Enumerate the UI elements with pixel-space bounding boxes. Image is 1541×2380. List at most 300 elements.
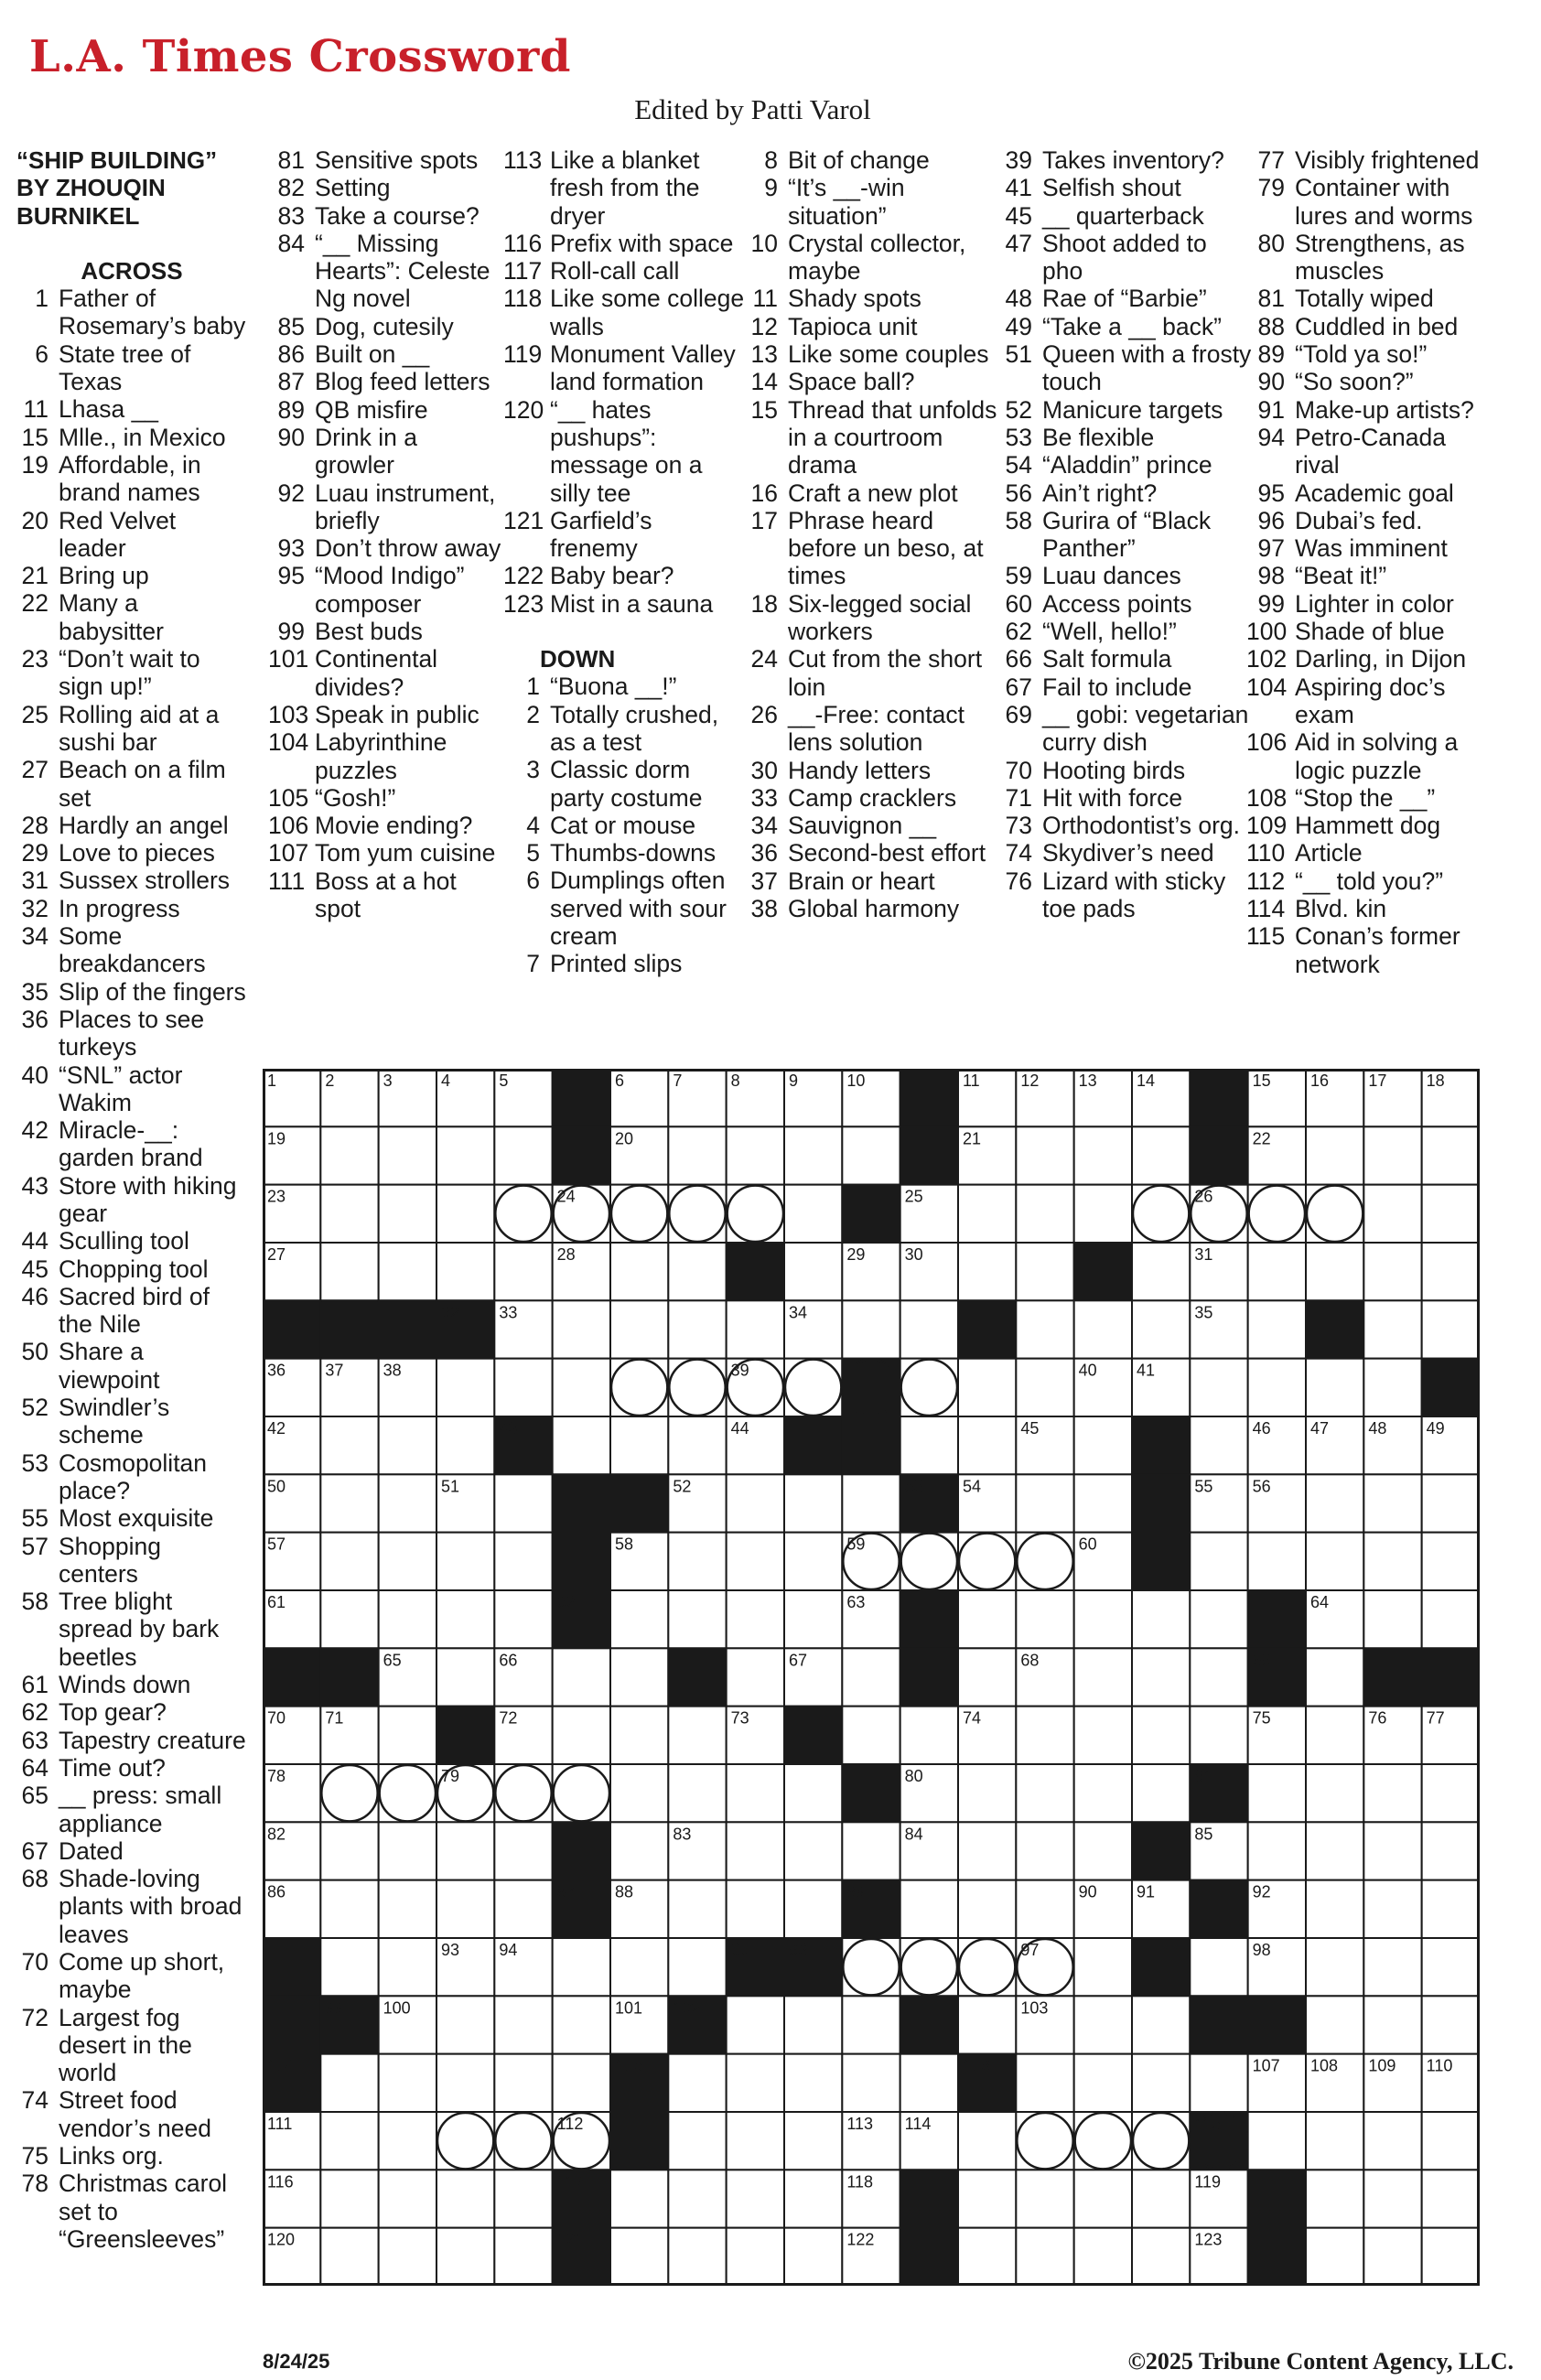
- grid-cell[interactable]: [379, 1533, 436, 1590]
- across-clue-64[interactable]: [16, 1754, 247, 1782]
- grid-cell[interactable]: [1422, 1185, 1480, 1243]
- grid-cell[interactable]: [1190, 1707, 1247, 1764]
- grid-cell[interactable]: [1074, 2054, 1132, 2112]
- grid-cell[interactable]: [668, 1764, 726, 1822]
- grid-cell[interactable]: [1363, 2170, 1421, 2227]
- grid-cell[interactable]: [320, 2112, 378, 2170]
- grid-cell[interactable]: [379, 1185, 436, 1243]
- grid-cell[interactable]: [1248, 1300, 1306, 1358]
- grid-cell[interactable]: [958, 1996, 1016, 2053]
- grid-cell[interactable]: [727, 2228, 784, 2286]
- grid-cell[interactable]: [320, 2170, 378, 2227]
- grid-cell[interactable]: [1016, 2170, 1073, 2227]
- grid-cell[interactable]: [1363, 2228, 1421, 2286]
- grid-cell[interactable]: [1306, 1822, 1363, 1879]
- down-clue-94[interactable]: [1246, 424, 1495, 479]
- down-clue-71[interactable]: [1005, 784, 1252, 812]
- grid-cell[interactable]: [494, 1359, 552, 1416]
- grid-cell[interactable]: [1190, 1590, 1247, 1648]
- grid-cell[interactable]: [436, 2228, 494, 2286]
- grid-cell[interactable]: [1422, 1996, 1480, 2053]
- grid-cell[interactable]: [668, 1533, 726, 1590]
- grid-cell[interactable]: [1422, 1243, 1480, 1300]
- grid-cell[interactable]: [379, 1822, 436, 1879]
- across-clue-53[interactable]: [16, 1449, 247, 1505]
- down-clue-13[interactable]: [750, 340, 997, 368]
- grid-cell[interactable]: [958, 2170, 1016, 2227]
- grid-cell[interactable]: [1016, 1880, 1073, 1938]
- grid-cell[interactable]: [1306, 2112, 1363, 2170]
- down-clue-102[interactable]: [1246, 645, 1495, 673]
- grid-cell[interactable]: [379, 1880, 436, 1938]
- across-clue-29[interactable]: [16, 839, 247, 867]
- grid-cell[interactable]: [958, 1880, 1016, 1938]
- across-clue-40[interactable]: [16, 1061, 247, 1117]
- grid-cell[interactable]: [842, 1996, 900, 2053]
- grid-cell[interactable]: [1074, 2170, 1132, 2227]
- grid-cell[interactable]: [668, 1938, 726, 1996]
- grid-cell[interactable]: [1132, 1300, 1190, 1358]
- grid-cell[interactable]: [494, 1822, 552, 1879]
- grid-cell[interactable]: [553, 1996, 610, 2053]
- grid-cell[interactable]: [1074, 1185, 1132, 1243]
- grid-cell[interactable]: [1016, 1707, 1073, 1764]
- down-clue-104[interactable]: [1246, 673, 1495, 729]
- grid-cell[interactable]: [668, 1300, 726, 1358]
- grid-cell[interactable]: [1306, 1474, 1363, 1532]
- grid-cell[interactable]: [958, 1416, 1016, 1474]
- across-clue-119[interactable]: [503, 340, 745, 396]
- grid-cell[interactable]: [668, 2170, 726, 2227]
- grid-cell[interactable]: [379, 1707, 436, 1764]
- grid-cell[interactable]: [320, 1822, 378, 1879]
- grid-cell[interactable]: [727, 1474, 784, 1532]
- down-clue-6[interactable]: [503, 867, 745, 950]
- down-clue-14[interactable]: [750, 368, 997, 395]
- across-clue-118[interactable]: [503, 285, 745, 340]
- grid-cell[interactable]: [784, 1533, 842, 1590]
- across-clue-20[interactable]: [16, 507, 247, 563]
- grid-cell[interactable]: [1422, 2112, 1480, 2170]
- down-clue-17[interactable]: [750, 507, 997, 590]
- grid-cell[interactable]: [1016, 1590, 1073, 1648]
- grid-cell[interactable]: [320, 2054, 378, 2112]
- down-clue-5[interactable]: [503, 839, 745, 867]
- down-clue-16[interactable]: [750, 479, 997, 507]
- grid-cell[interactable]: [1306, 1533, 1363, 1590]
- down-clue-108[interactable]: [1246, 784, 1495, 812]
- down-clue-37[interactable]: [750, 867, 997, 895]
- grid-cell[interactable]: [436, 1590, 494, 1648]
- grid-cell[interactable]: [1132, 1996, 1190, 2053]
- down-clue-80[interactable]: [1246, 230, 1495, 285]
- grid-cell[interactable]: [1074, 1300, 1132, 1358]
- across-clue-83[interactable]: [268, 202, 501, 230]
- down-clue-67[interactable]: [1005, 673, 1252, 701]
- down-clue-69[interactable]: [1005, 701, 1252, 757]
- grid-cell[interactable]: [1074, 1648, 1132, 1706]
- grid-cell[interactable]: [784, 1764, 842, 1822]
- grid-cell[interactable]: [1363, 1822, 1421, 1879]
- grid-cell[interactable]: [379, 1590, 436, 1648]
- grid-cell[interactable]: [784, 1243, 842, 1300]
- grid-cell[interactable]: [1306, 1359, 1363, 1416]
- grid-cell[interactable]: [842, 2054, 900, 2112]
- grid-cell[interactable]: [379, 1474, 436, 1532]
- down-clue-74[interactable]: [1005, 839, 1252, 867]
- across-clue-28[interactable]: [16, 812, 247, 839]
- down-clue-26[interactable]: [750, 701, 997, 757]
- grid-cell[interactable]: [610, 1416, 668, 1474]
- down-clue-91[interactable]: [1246, 396, 1495, 424]
- down-clue-56[interactable]: [1005, 479, 1252, 507]
- down-clue-12[interactable]: [750, 313, 997, 340]
- grid-cell[interactable]: [320, 1474, 378, 1532]
- grid-cell[interactable]: [1190, 2054, 1247, 2112]
- down-clue-88[interactable]: [1246, 313, 1495, 340]
- across-clue-67[interactable]: [16, 1837, 247, 1865]
- grid-cell[interactable]: [1074, 1126, 1132, 1184]
- grid-cell[interactable]: [784, 1880, 842, 1938]
- grid-cell[interactable]: [958, 1764, 1016, 1822]
- grid-cell[interactable]: [784, 1185, 842, 1243]
- down-clue-18[interactable]: [750, 590, 997, 646]
- down-clue-51[interactable]: [1005, 340, 1252, 396]
- across-clue-105[interactable]: [268, 784, 501, 812]
- grid-cell[interactable]: [436, 1416, 494, 1474]
- grid-cell[interactable]: [436, 1243, 494, 1300]
- down-clue-90[interactable]: [1246, 368, 1495, 395]
- grid-cell[interactable]: [436, 1880, 494, 1938]
- across-clue-46[interactable]: [16, 1283, 247, 1339]
- grid-cell[interactable]: [1074, 1764, 1132, 1822]
- grid-cell[interactable]: [436, 2170, 494, 2227]
- grid-cell[interactable]: [379, 1416, 436, 1474]
- grid-cell[interactable]: [610, 1300, 668, 1358]
- grid-cell[interactable]: [610, 1590, 668, 1648]
- grid-cell[interactable]: [668, 1416, 726, 1474]
- grid-cell[interactable]: [1306, 1707, 1363, 1764]
- grid-cell[interactable]: [1363, 1590, 1421, 1648]
- down-clue-109[interactable]: [1246, 812, 1495, 839]
- across-clue-123[interactable]: [503, 590, 745, 618]
- grid-cell[interactable]: [1248, 2112, 1306, 2170]
- grid-cell[interactable]: [1248, 1764, 1306, 1822]
- down-clue-33[interactable]: [750, 784, 997, 812]
- grid-cell[interactable]: [1132, 1243, 1190, 1300]
- grid-cell[interactable]: [1306, 2228, 1363, 2286]
- grid-cell[interactable]: [1016, 2228, 1073, 2286]
- grid-cell[interactable]: [320, 1185, 378, 1243]
- grid-cell[interactable]: [379, 1126, 436, 1184]
- crossword-grid[interactable]: [263, 1069, 1480, 2286]
- grid-cell[interactable]: [668, 2228, 726, 2286]
- down-clue-60[interactable]: [1005, 590, 1252, 618]
- grid-cell[interactable]: [1190, 1533, 1247, 1590]
- grid-cell[interactable]: [1363, 1300, 1421, 1358]
- down-clue-79[interactable]: [1246, 174, 1495, 230]
- grid-cell[interactable]: [1132, 1707, 1190, 1764]
- grid-cell[interactable]: [1422, 1880, 1480, 1938]
- across-clue-95[interactable]: [268, 562, 501, 618]
- across-clue-84[interactable]: [268, 230, 501, 313]
- grid-cell[interactable]: [494, 1590, 552, 1648]
- down-clue-114[interactable]: [1246, 895, 1495, 922]
- grid-cell[interactable]: [1363, 1126, 1421, 1184]
- across-clue-25[interactable]: [16, 701, 247, 757]
- across-clue-50[interactable]: [16, 1338, 247, 1394]
- grid-cell[interactable]: [727, 1764, 784, 1822]
- across-clue-107[interactable]: [268, 839, 501, 867]
- grid-cell[interactable]: [494, 1880, 552, 1938]
- grid-cell[interactable]: [842, 1126, 900, 1184]
- grid-cell[interactable]: [610, 1764, 668, 1822]
- across-clue-113[interactable]: [503, 146, 745, 230]
- across-clue-117[interactable]: [503, 257, 745, 285]
- grid-cell[interactable]: [727, 2112, 784, 2170]
- grid-cell[interactable]: [1363, 1880, 1421, 1938]
- grid-cell[interactable]: [958, 1822, 1016, 1879]
- down-clue-115[interactable]: [1246, 922, 1495, 978]
- grid-cell[interactable]: [379, 1938, 436, 1996]
- across-clue-103[interactable]: [268, 701, 501, 728]
- grid-cell[interactable]: [436, 1996, 494, 2053]
- grid-cell[interactable]: [320, 1880, 378, 1938]
- down-clue-7[interactable]: [503, 950, 745, 977]
- across-clue-90[interactable]: [268, 424, 501, 479]
- down-clue-58[interactable]: [1005, 507, 1252, 563]
- across-clue-52[interactable]: [16, 1394, 247, 1449]
- across-clue-45[interactable]: [16, 1255, 247, 1283]
- grid-cell[interactable]: [1363, 1996, 1421, 2053]
- grid-cell[interactable]: [727, 1590, 784, 1648]
- grid-cell[interactable]: [610, 2228, 668, 2286]
- grid-cell[interactable]: [1016, 1474, 1073, 1532]
- across-clue-27[interactable]: [16, 756, 247, 812]
- grid-cell[interactable]: [668, 1707, 726, 1764]
- grid-cell[interactable]: [727, 1300, 784, 1358]
- down-clue-15[interactable]: [750, 396, 997, 479]
- down-clue-98[interactable]: [1246, 562, 1495, 589]
- across-clue-6[interactable]: [16, 340, 247, 396]
- down-clue-2[interactable]: [503, 701, 745, 757]
- across-clue-61[interactable]: [16, 1671, 247, 1698]
- across-clue-104[interactable]: [268, 728, 501, 784]
- down-clue-73[interactable]: [1005, 812, 1252, 839]
- grid-cell[interactable]: [958, 1359, 1016, 1416]
- grid-cell[interactable]: [320, 1243, 378, 1300]
- grid-cell[interactable]: [1016, 1359, 1073, 1416]
- grid-cell[interactable]: [436, 2054, 494, 2112]
- grid-cell[interactable]: [1422, 1938, 1480, 1996]
- across-clue-23[interactable]: [16, 645, 247, 701]
- grid-cell[interactable]: [958, 1243, 1016, 1300]
- grid-cell[interactable]: [1132, 1648, 1190, 1706]
- grid-cell[interactable]: [958, 2228, 1016, 2286]
- across-clue-58[interactable]: [16, 1588, 247, 1671]
- grid-cell[interactable]: [784, 1474, 842, 1532]
- grid-cell[interactable]: [1074, 2228, 1132, 2286]
- grid-cell[interactable]: [1016, 1300, 1073, 1358]
- grid-cell[interactable]: [668, 1126, 726, 1184]
- across-clue-120[interactable]: [503, 396, 745, 507]
- across-clue-68[interactable]: [16, 1865, 247, 1948]
- grid-cell[interactable]: [610, 1938, 668, 1996]
- grid-cell[interactable]: [1422, 1126, 1480, 1184]
- grid-cell[interactable]: [494, 1474, 552, 1532]
- grid-cell[interactable]: [1306, 1126, 1363, 1184]
- across-clue-74[interactable]: [16, 2086, 247, 2142]
- across-clue-21[interactable]: [16, 562, 247, 589]
- grid-cell[interactable]: [436, 1185, 494, 1243]
- grid-cell[interactable]: [1190, 1359, 1247, 1416]
- grid-cell[interactable]: [494, 1243, 552, 1300]
- down-clue-110[interactable]: [1246, 839, 1495, 867]
- grid-cell[interactable]: [1074, 1822, 1132, 1879]
- across-clue-55[interactable]: [16, 1504, 247, 1532]
- across-clue-99[interactable]: [268, 618, 501, 645]
- grid-cell[interactable]: [494, 1533, 552, 1590]
- across-clue-87[interactable]: [268, 368, 501, 395]
- grid-cell[interactable]: [436, 1359, 494, 1416]
- grid-cell[interactable]: [842, 1648, 900, 1706]
- grid-cell[interactable]: [1016, 1243, 1073, 1300]
- grid-cell[interactable]: [1016, 1822, 1073, 1879]
- grid-cell[interactable]: [842, 1300, 900, 1358]
- across-clue-111[interactable]: [268, 867, 501, 923]
- grid-cell[interactable]: [436, 1822, 494, 1879]
- across-clue-15[interactable]: [16, 424, 247, 451]
- grid-cell[interactable]: [1363, 2112, 1421, 2170]
- down-clue-38[interactable]: [750, 895, 997, 922]
- grid-cell[interactable]: [553, 2054, 610, 2112]
- grid-cell[interactable]: [668, 1880, 726, 1938]
- grid-cell[interactable]: [1248, 1533, 1306, 1590]
- across-clue-86[interactable]: [268, 340, 501, 368]
- across-clue-44[interactable]: [16, 1227, 247, 1255]
- across-clue-65[interactable]: [16, 1782, 247, 1837]
- grid-cell[interactable]: [842, 1822, 900, 1879]
- grid-cell[interactable]: [553, 1359, 610, 1416]
- down-clue-39[interactable]: [1005, 146, 1252, 174]
- grid-cell[interactable]: [1306, 1996, 1363, 2053]
- grid-cell[interactable]: [784, 2228, 842, 2286]
- grid-cell[interactable]: [958, 2112, 1016, 2170]
- grid-cell[interactable]: [1422, 1764, 1480, 1822]
- across-clue-32[interactable]: [16, 895, 247, 922]
- grid-cell[interactable]: [727, 1880, 784, 1938]
- grid-cell[interactable]: [1306, 1764, 1363, 1822]
- grid-cell[interactable]: [1363, 1243, 1421, 1300]
- down-clue-34[interactable]: [750, 812, 997, 839]
- grid-cell[interactable]: [727, 1533, 784, 1590]
- grid-cell[interactable]: [1363, 1764, 1421, 1822]
- across-clue-62[interactable]: [16, 1698, 247, 1726]
- grid-cell[interactable]: [1248, 1822, 1306, 1879]
- across-clue-34[interactable]: [16, 922, 247, 978]
- grid-cell[interactable]: [958, 1185, 1016, 1243]
- grid-cell[interactable]: [1016, 2054, 1073, 2112]
- grid-cell[interactable]: [610, 1822, 668, 1879]
- across-clue-70[interactable]: [16, 1948, 247, 2004]
- across-clue-101[interactable]: [268, 645, 501, 701]
- grid-cell[interactable]: [668, 2054, 726, 2112]
- grid-cell[interactable]: [1190, 1416, 1247, 1474]
- grid-cell[interactable]: [494, 2170, 552, 2227]
- grid-cell[interactable]: [1074, 1474, 1132, 1532]
- across-clue-11[interactable]: [16, 395, 247, 423]
- across-clue-106[interactable]: [268, 812, 501, 839]
- grid-cell[interactable]: [436, 1533, 494, 1590]
- grid-cell[interactable]: [784, 2170, 842, 2227]
- grid-cell[interactable]: [1132, 2054, 1190, 2112]
- down-clue-106[interactable]: [1246, 728, 1495, 784]
- across-clue-63[interactable]: [16, 1727, 247, 1754]
- grid-cell[interactable]: [900, 2054, 958, 2112]
- grid-cell[interactable]: [320, 1590, 378, 1648]
- grid-cell[interactable]: [1132, 2228, 1190, 2286]
- grid-cell[interactable]: [1363, 1185, 1421, 1243]
- down-clue-8[interactable]: [750, 146, 997, 174]
- grid-cell[interactable]: [1422, 2170, 1480, 2227]
- grid-cell[interactable]: [1016, 1185, 1073, 1243]
- down-clue-112[interactable]: [1246, 867, 1495, 895]
- grid-cell[interactable]: [1306, 1880, 1363, 1938]
- down-clue-77[interactable]: [1246, 146, 1495, 174]
- down-clue-66[interactable]: [1005, 645, 1252, 673]
- across-clue-85[interactable]: [268, 313, 501, 340]
- grid-cell[interactable]: [1422, 1300, 1480, 1358]
- across-clue-19[interactable]: [16, 451, 247, 507]
- grid-cell[interactable]: [494, 2228, 552, 2286]
- across-clue-36[interactable]: [16, 1006, 247, 1061]
- grid-cell[interactable]: [1132, 1764, 1190, 1822]
- grid-cell[interactable]: [1074, 1416, 1132, 1474]
- down-clue-100[interactable]: [1246, 618, 1495, 645]
- across-clue-72[interactable]: [16, 2004, 247, 2087]
- down-clue-97[interactable]: [1246, 534, 1495, 562]
- across-clue-92[interactable]: [268, 479, 501, 535]
- grid-cell[interactable]: [494, 1126, 552, 1184]
- grid-cell[interactable]: [1248, 1359, 1306, 1416]
- down-clue-36[interactable]: [750, 839, 997, 867]
- grid-cell[interactable]: [727, 1648, 784, 1706]
- down-clue-54[interactable]: [1005, 451, 1252, 479]
- grid-cell[interactable]: [784, 1590, 842, 1648]
- down-clue-41[interactable]: [1005, 174, 1252, 201]
- grid-cell[interactable]: [320, 1533, 378, 1590]
- grid-cell[interactable]: [1248, 1243, 1306, 1300]
- across-clue-57[interactable]: [16, 1533, 247, 1588]
- grid-cell[interactable]: [494, 1996, 552, 2053]
- across-clue-1[interactable]: [16, 285, 247, 340]
- down-clue-1[interactable]: [503, 673, 745, 700]
- grid-cell[interactable]: [1074, 1707, 1132, 1764]
- grid-cell[interactable]: [553, 1707, 610, 1764]
- grid-cell[interactable]: [727, 1126, 784, 1184]
- grid-cell[interactable]: [1016, 1126, 1073, 1184]
- grid-cell[interactable]: [553, 1416, 610, 1474]
- down-clue-48[interactable]: [1005, 285, 1252, 312]
- grid-cell[interactable]: [1422, 1474, 1480, 1532]
- grid-cell[interactable]: [553, 1648, 610, 1706]
- down-clue-81[interactable]: [1246, 285, 1495, 312]
- grid-cell[interactable]: [379, 1243, 436, 1300]
- grid-cell[interactable]: [436, 1648, 494, 1706]
- grid-cell[interactable]: [1132, 1590, 1190, 1648]
- grid-cell[interactable]: [958, 1590, 1016, 1648]
- grid-cell[interactable]: [320, 1416, 378, 1474]
